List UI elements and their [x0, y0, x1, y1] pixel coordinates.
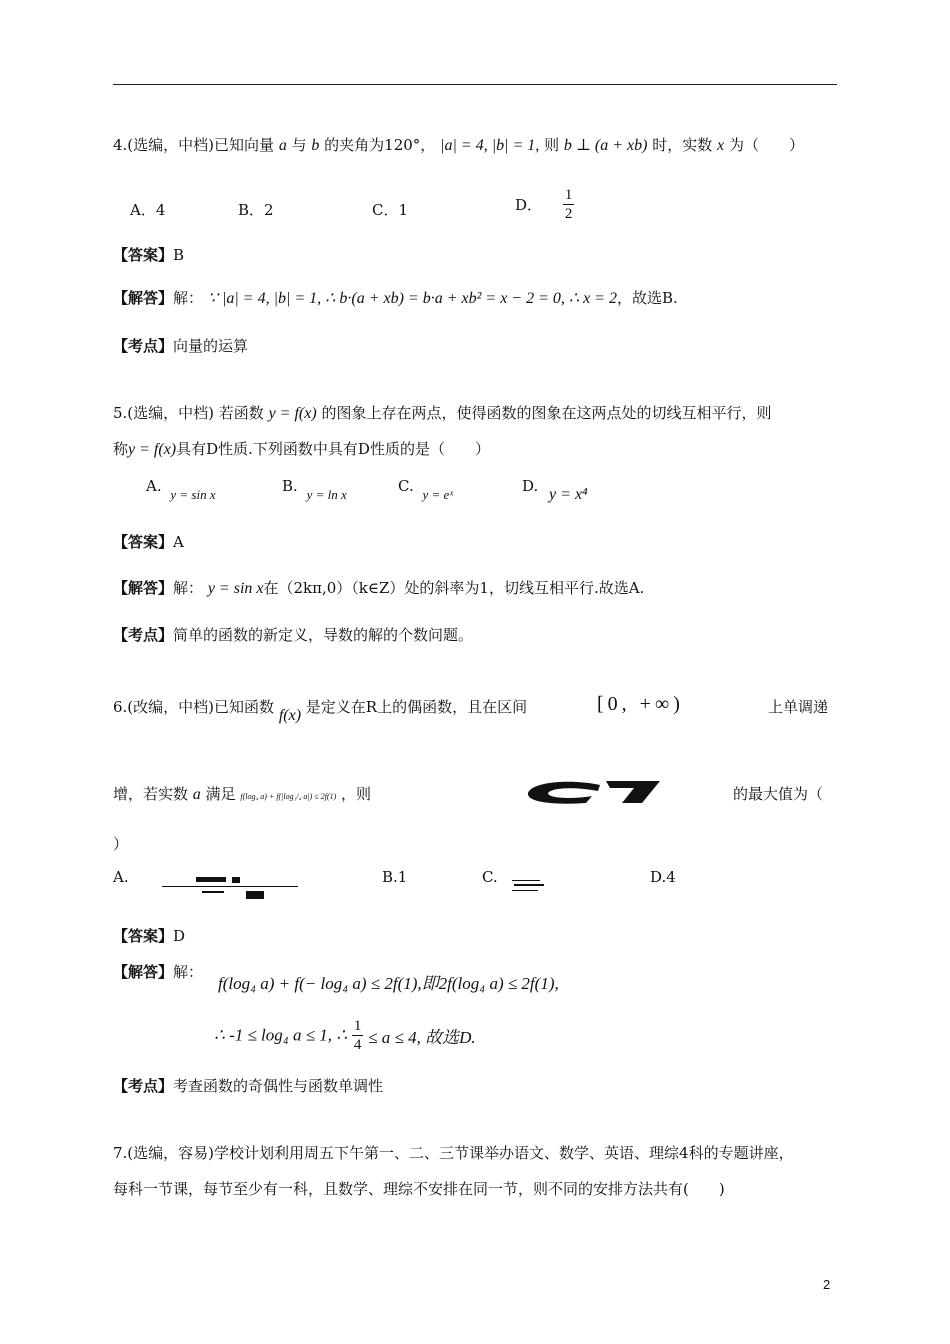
q4-solution-tag: 【解答】	[113, 289, 174, 307]
q6-stem-line2	[113, 783, 837, 804]
q4-magnitude-condition: |a| = 4, |b| = 1,	[440, 137, 540, 154]
q6-solution-fraction	[352, 1017, 364, 1054]
q6-answer	[113, 925, 837, 946]
q5-option-c-label: C.	[398, 477, 414, 495]
q6-interval: [0, +∞)	[597, 693, 684, 715]
q5-option-a	[146, 477, 216, 502]
q5-solution-lead: 解：	[173, 579, 204, 597]
q5-option-c	[398, 477, 453, 502]
q6-solution-line2-b: ≤ a ≤ 4, 故选D.	[368, 1028, 476, 1047]
q6-function: f(x)	[278, 707, 302, 724]
q5-point-text: 简单的函数的新定义，导数的解的个数问题。	[173, 626, 474, 644]
q4-perpendicular-condition: b ⊥ (a + xb)	[563, 137, 648, 154]
q5-option-c-expr: y = eˣ	[422, 487, 453, 502]
q4-option-a: A．4	[130, 201, 166, 219]
q4-angle-text: 的夹角为120°，	[324, 136, 436, 154]
q6-solution-line2	[214, 1017, 476, 1054]
q6-knowledge-point	[113, 1075, 837, 1096]
q4-fraction-numerator: 1	[564, 187, 573, 203]
q4-vector-a: a	[278, 137, 287, 154]
q4-blank: 为（ ）	[728, 136, 804, 154]
q4-answer	[113, 244, 837, 265]
q4-solution-lead: 解：	[173, 289, 204, 307]
q5-stem-line2	[113, 438, 837, 459]
q4-solution-math: ∵ |a| = 4, |b| = 1, ∴ b·(a + xb) = b·a + xb² = x − 2 = 0, ∴ x = 2	[207, 290, 617, 307]
q5-option-a-expr: y = sin x	[170, 487, 216, 502]
q5-answer-tag: 【答案】	[113, 533, 174, 551]
q4-stem-text: 4.(选编，中档)已知向量	[113, 136, 275, 154]
q6-stem-text-3: 上单调递	[768, 698, 829, 716]
q6-solution-denominator: 4	[353, 1037, 362, 1053]
q6-point-tag: 【考点】	[113, 1077, 174, 1095]
q5-called: 称	[113, 440, 129, 458]
q4-stem	[113, 134, 837, 155]
q4-point-tag: 【考点】	[113, 337, 174, 355]
q4-when-text: 时，实数	[652, 136, 713, 154]
q5-solution-body: 在（2kπ,0）（k∈Z）处的斜率为1，切线互相平行.故选A.	[263, 579, 645, 597]
q6-satisfies: 满足	[205, 785, 236, 803]
q5-option-d	[522, 477, 588, 503]
q6-stem-line3: ）	[113, 835, 129, 853]
q5-stem-text-3: 具有D性质.下列函数中具有D性质的是（ ）	[176, 440, 490, 458]
page-number: 2	[823, 1277, 831, 1292]
q6-variable-a: a	[192, 786, 201, 803]
q4-option-c: C．1	[372, 201, 409, 219]
q6-solution-lead: 解：	[173, 963, 204, 981]
q6-stem-text-5: 的最大值为（	[733, 785, 824, 803]
q5-solution-tag: 【解答】	[113, 579, 174, 597]
q6-option-d: D.4	[650, 868, 676, 886]
q4-option-d	[515, 186, 574, 223]
q5-option-a-label: A.	[146, 477, 162, 495]
q5-solution	[113, 577, 837, 598]
q6-answer-value: D	[173, 927, 186, 945]
q4-variable: x	[717, 137, 725, 154]
q5-option-b-expr: y = ln x	[306, 487, 347, 502]
q6-stem-text-2: 是定义在R上的偶函数，且在区间	[305, 698, 528, 716]
q4-option-b: B．2	[238, 201, 274, 219]
q6-option-b: B.1	[382, 868, 408, 886]
q6-answer-tag: 【答案】	[113, 927, 174, 945]
q5-option-b-label: B.	[282, 477, 298, 495]
q4-knowledge-point	[113, 335, 837, 356]
q6-point-text: 考查函数的奇偶性与函数单调性	[173, 1077, 384, 1095]
q5-stem-line1	[113, 402, 837, 423]
q6-stem-text-4: 增，若实数	[113, 785, 189, 803]
q4-option-d-fraction	[563, 186, 575, 223]
q4-and: 与	[291, 136, 307, 154]
q5-answer	[113, 531, 837, 552]
q6-stem-line1	[113, 696, 837, 724]
q7-stem-line1: 7.(选编，容易)学校计划利用周五下午第一、二、三节课举办语文、数学、英语、理综4科的专题讲座，	[113, 1144, 794, 1162]
q6-solution-line1: f(log₄ a) + f(− log₄ a) ≤ 2f(1),即2f(log₄ a) ≤ 2f(1),	[218, 974, 559, 993]
q4-then: 则	[544, 136, 560, 154]
q6-option-a-garbled-image	[162, 874, 298, 900]
q5-point-tag: 【考点】	[113, 626, 174, 644]
q6-option-c-garbled-image	[510, 878, 544, 896]
q6-solution-line2-a: ∴ -1 ≤ log₄ a ≤ 1, ∴	[214, 1025, 348, 1045]
q4-point-text: 向量的运算	[173, 337, 249, 355]
q6-stem-text: 6.(改编，中档)已知函数	[113, 698, 275, 716]
q5-knowledge-point	[113, 624, 837, 645]
q4-solution	[113, 287, 837, 308]
header-rule	[113, 84, 837, 85]
q5-option-b	[282, 477, 347, 502]
q7-stem-line2: 每科一节课，每节至少有一科，且数学、理综不安排在同一节，则不同的安排方法共有( )	[113, 1180, 725, 1198]
q6-solution-numerator: 1	[353, 1018, 362, 1034]
q5-option-d-label: D.	[522, 477, 539, 495]
q6-distorted-variable-image	[522, 779, 662, 805]
q4-answer-tag: 【答案】	[113, 246, 174, 264]
q4-fraction-denominator: 2	[564, 206, 573, 222]
q4-vector-b: b	[311, 137, 320, 154]
q4-answer-value: B	[173, 246, 185, 264]
q5-function-ref: y = f(x)	[128, 441, 177, 458]
q5-stem-text: 5.(选编，中档) 若函数	[113, 404, 264, 422]
q6-condition: f(log₄ a) + f(|log₁/₄ a|) ≤ 2f(1)	[240, 792, 337, 801]
q6-option-a-label: A.	[113, 868, 129, 886]
q5-function: y = f(x)	[268, 405, 317, 422]
q5-stem-text-2: 的图象上存在两点，使得函数的图象在这两点处的切线互相平行，则	[321, 404, 772, 422]
q5-answer-value: A	[173, 533, 184, 551]
q4-option-d-label: D．	[515, 196, 543, 214]
q6-option-c-label: C.	[482, 868, 498, 886]
q6-solution-tag: 【解答】	[113, 963, 174, 981]
q4-solution-end: ，故选B.	[616, 289, 678, 307]
q5-option-d-expr: y = x⁴	[549, 486, 588, 503]
q6-then: ，则	[341, 785, 372, 803]
q5-solution-function: y = sin x	[207, 580, 264, 597]
